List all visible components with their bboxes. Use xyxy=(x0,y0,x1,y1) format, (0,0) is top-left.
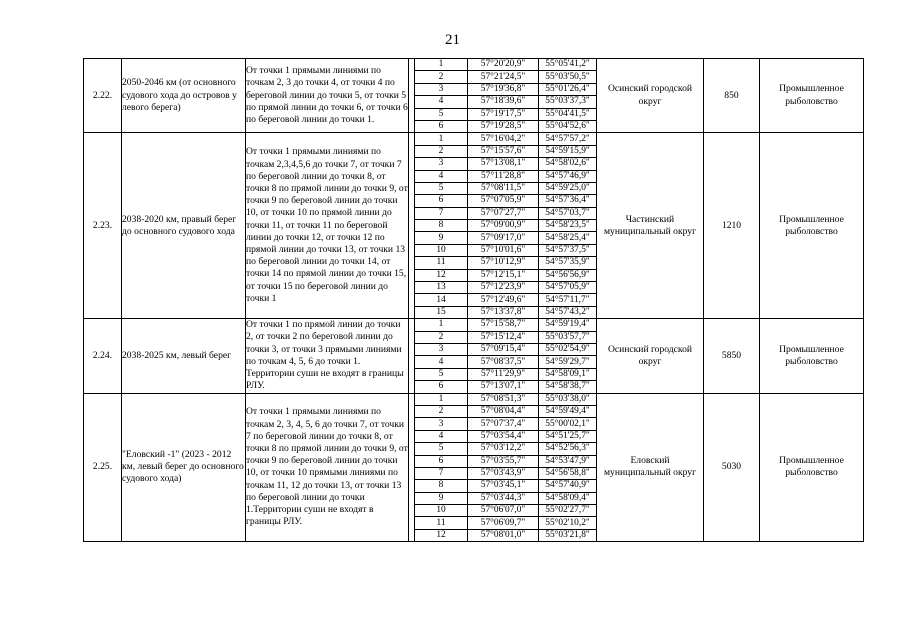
longitude: 54°58'25,4" xyxy=(539,232,597,244)
longitude: 54°57'11,7" xyxy=(539,294,597,306)
latitude: 57°15'12,4" xyxy=(468,331,539,343)
coordinate-row xyxy=(415,108,596,120)
point-number: 5 xyxy=(415,443,468,455)
latitude: 57°13'07,1" xyxy=(468,381,539,393)
table-row xyxy=(84,319,864,393)
latitude: 57°06'07,0" xyxy=(468,505,539,517)
longitude: 55°01'26,4" xyxy=(539,83,597,95)
coordinate-row xyxy=(415,418,596,430)
point-number: 2 xyxy=(415,71,468,83)
longitude: 55°02'54,9" xyxy=(539,343,597,355)
point-number: 11 xyxy=(415,517,468,529)
coordinate-row xyxy=(415,480,596,492)
longitude: 54°59'25,0" xyxy=(539,182,597,194)
coordinate-row xyxy=(415,368,596,380)
coordinate-row xyxy=(415,158,596,170)
longitude: 54°58'23,5" xyxy=(539,220,597,232)
point-number: 12 xyxy=(415,269,468,281)
longitude: 54°57'37,5" xyxy=(539,244,597,256)
point-number: 15 xyxy=(415,306,468,318)
latitude: 57°20'20,9" xyxy=(468,59,539,71)
point-number: 9 xyxy=(415,492,468,504)
boundary-description: От точки 1 по прямой линии до точки 2, от точки 2 по береговой линии до точки 3, от точки 3 прямыми линиями по точкам 4, 5, 6 до точки 1. Территории суши не входят в границы РЛУ. xyxy=(246,319,409,393)
coordinate-row xyxy=(415,232,596,244)
latitude: 57°08'04,4" xyxy=(468,405,539,417)
coordinates-table xyxy=(415,133,596,318)
coordinate-row xyxy=(415,517,596,529)
longitude: 54°57'35,9" xyxy=(539,257,597,269)
coordinate-row xyxy=(415,220,596,232)
latitude: 57°09'15,4" xyxy=(468,343,539,355)
area-location: 2038-2020 км, правый берег до основного судового хода xyxy=(122,133,246,319)
coordinate-row xyxy=(415,83,596,95)
coordinates-cell xyxy=(415,59,597,133)
usage-type: Промышленное рыболовство xyxy=(760,59,864,133)
coordinate-row xyxy=(415,282,596,294)
usage-type: Промышленное рыболовство xyxy=(760,319,864,393)
point-number: 1 xyxy=(415,319,468,331)
latitude: 57°07'37,4" xyxy=(468,418,539,430)
coordinates-table xyxy=(415,394,596,542)
latitude: 57°08'11,5" xyxy=(468,182,539,194)
longitude: 54°58'09,1" xyxy=(539,368,597,380)
latitude: 57°07'05,9" xyxy=(468,195,539,207)
latitude: 57°03'54,4" xyxy=(468,430,539,442)
longitude: 54°57'43,2" xyxy=(539,306,597,318)
coordinate-row xyxy=(415,455,596,467)
latitude: 57°03'45,1" xyxy=(468,480,539,492)
latitude: 57°03'55,7" xyxy=(468,455,539,467)
longitude: 55°05'41,2" xyxy=(539,59,597,71)
longitude: 55°04'41,5" xyxy=(539,108,597,120)
coordinate-row xyxy=(415,71,596,83)
point-number: 12 xyxy=(415,529,468,541)
municipal-district: Частинский муниципальный округ xyxy=(597,133,704,319)
longitude: 54°59'49,4" xyxy=(539,405,597,417)
longitude: 54°52'56,3" xyxy=(539,443,597,455)
area-hectares: 5030 xyxy=(704,393,760,542)
point-number: 5 xyxy=(415,108,468,120)
latitude: 57°19'28,5" xyxy=(468,120,539,132)
point-number: 2 xyxy=(415,145,468,157)
longitude: 54°56'58,8" xyxy=(539,467,597,479)
table-body xyxy=(84,59,864,542)
point-number: 5 xyxy=(415,182,468,194)
coordinate-row xyxy=(415,96,596,108)
point-number: 8 xyxy=(415,220,468,232)
area-hectares: 1210 xyxy=(704,133,760,319)
coordinates-cell xyxy=(415,133,597,319)
municipal-district: Осинский городской округ xyxy=(597,59,704,133)
latitude: 57°19'17,5" xyxy=(468,108,539,120)
point-number: 3 xyxy=(415,418,468,430)
latitude: 57°13'08,1" xyxy=(468,158,539,170)
latitude: 57°06'09,7" xyxy=(468,517,539,529)
coordinate-row xyxy=(415,343,596,355)
table-row xyxy=(84,133,864,319)
latitude: 57°13'37,8" xyxy=(468,306,539,318)
longitude: 54°59'15,9" xyxy=(539,145,597,157)
longitude: 55°03'57,7" xyxy=(539,331,597,343)
point-number: 7 xyxy=(415,207,468,219)
row-number: 2.23. xyxy=(84,133,122,319)
latitude: 57°03'43,9" xyxy=(468,467,539,479)
coordinates-table xyxy=(415,59,596,132)
longitude: 54°58'38,7" xyxy=(539,381,597,393)
latitude: 57°03'12,2" xyxy=(468,443,539,455)
point-number: 5 xyxy=(415,368,468,380)
point-number: 7 xyxy=(415,467,468,479)
latitude: 57°15'57,6" xyxy=(468,145,539,157)
fishing-areas-table xyxy=(83,58,864,542)
table-row xyxy=(84,59,864,133)
coordinate-row xyxy=(415,170,596,182)
latitude: 57°10'01,6" xyxy=(468,244,539,256)
page-number: 21 xyxy=(445,32,460,48)
latitude: 57°21'24,5" xyxy=(468,71,539,83)
longitude: 55°00'02,1" xyxy=(539,418,597,430)
latitude: 57°18'39,6" xyxy=(468,96,539,108)
point-number: 6 xyxy=(415,381,468,393)
boundary-description: От точки 1 прямыми линиями по точкам 2,3,4,5,6 до точки 7, от точки 7 по береговой линии до точки 8, от точки 8 по прямой линии до точки 9, от точки 9 по береговой линии до точки 10, от точки 10 по прямой линии до точки 11, от точки 11 по береговой линии до точки 12, от точки 12 по прямой линии до точки 13, от точки 13 по береговой линии до точки 14, от точки 14 по прямой линии до точки 15, от точки 15 по береговой линии до точки 1 xyxy=(246,133,409,319)
point-number: 4 xyxy=(415,356,468,368)
coordinates-cell xyxy=(415,393,597,542)
coordinate-row xyxy=(415,269,596,281)
coordinate-row xyxy=(415,207,596,219)
latitude: 57°10'12,9" xyxy=(468,257,539,269)
point-number: 6 xyxy=(415,455,468,467)
longitude: 55°04'52,6" xyxy=(539,120,597,132)
longitude: 54°58'02,6" xyxy=(539,158,597,170)
area-hectares: 850 xyxy=(704,59,760,133)
municipal-district: Осинский городской округ xyxy=(597,319,704,393)
longitude: 55°03'50,5" xyxy=(539,71,597,83)
latitude: 57°08'01,0" xyxy=(468,529,539,541)
point-number: 10 xyxy=(415,244,468,256)
point-number: 4 xyxy=(415,170,468,182)
coordinate-row xyxy=(415,505,596,517)
coordinate-row xyxy=(415,182,596,194)
coordinate-row xyxy=(415,356,596,368)
coordinate-row xyxy=(415,244,596,256)
longitude: 55°02'27,7" xyxy=(539,505,597,517)
coordinate-row xyxy=(415,381,596,393)
latitude: 57°07'27,7" xyxy=(468,207,539,219)
latitude: 57°11'29,9" xyxy=(468,368,539,380)
latitude: 57°19'36,8" xyxy=(468,83,539,95)
point-number: 3 xyxy=(415,158,468,170)
latitude: 57°09'17,0" xyxy=(468,232,539,244)
municipal-district: Еловский муниципальный округ xyxy=(597,393,704,542)
point-number: 1 xyxy=(415,394,468,406)
usage-type: Промышленное рыболовство xyxy=(760,133,864,319)
point-number: 10 xyxy=(415,505,468,517)
latitude: 57°08'37,5" xyxy=(468,356,539,368)
point-number: 8 xyxy=(415,480,468,492)
coordinate-row xyxy=(415,59,596,71)
point-number: 4 xyxy=(415,430,468,442)
point-number: 2 xyxy=(415,405,468,417)
coordinate-row xyxy=(415,306,596,318)
row-number: 2.22. xyxy=(84,59,122,133)
point-number: 3 xyxy=(415,83,468,95)
point-number: 6 xyxy=(415,195,468,207)
longitude: 54°58'09,4" xyxy=(539,492,597,504)
latitude: 57°11'28,8" xyxy=(468,170,539,182)
coordinate-row xyxy=(415,294,596,306)
point-number: 1 xyxy=(415,133,468,145)
row-number: 2.25. xyxy=(84,393,122,542)
latitude: 57°12'49,6" xyxy=(468,294,539,306)
coordinate-row xyxy=(415,257,596,269)
coordinate-row xyxy=(415,529,596,541)
area-location: 2050-2046 км (от основного судового хода до островов у левого берега) xyxy=(122,59,246,133)
coordinate-row xyxy=(415,443,596,455)
boundary-description: От точки 1 прямыми линиями по точкам 2, 3, 4, 5, 6 до точки 7, от точки 7 по береговой линии до точки 8, от точки 8 по прямой линии до точки 9, от точки 9 по береговой линии до точки 10, от точки 10 прямыми линиями по точкам 11, 12 до точки 13, от точки 13 по береговой линии до точки 1.Территории суши не входят в границы РЛУ. xyxy=(246,393,409,542)
coordinate-row xyxy=(415,120,596,132)
point-number: 2 xyxy=(415,331,468,343)
coordinate-row xyxy=(415,319,596,331)
row-number: 2.24. xyxy=(84,319,122,393)
area-hectares: 5850 xyxy=(704,319,760,393)
latitude: 57°12'23,9" xyxy=(468,282,539,294)
latitude: 57°12'15,1" xyxy=(468,269,539,281)
coordinates-cell xyxy=(415,319,597,393)
area-location: 2038-2025 км, левый берег xyxy=(122,319,246,393)
coordinate-row xyxy=(415,133,596,145)
point-number: 14 xyxy=(415,294,468,306)
point-number: 9 xyxy=(415,232,468,244)
area-location: "Еловский -1" (2023 - 2012 км, левый берег до основного судового хода) xyxy=(122,393,246,542)
point-number: 4 xyxy=(415,96,468,108)
longitude: 54°57'46,9" xyxy=(539,170,597,182)
point-number: 11 xyxy=(415,257,468,269)
longitude: 54°59'19,4" xyxy=(539,319,597,331)
latitude: 57°08'51,3" xyxy=(468,394,539,406)
point-number: 1 xyxy=(415,59,468,71)
coordinate-row xyxy=(415,331,596,343)
longitude: 54°57'36,4" xyxy=(539,195,597,207)
longitude: 55°02'10,2" xyxy=(539,517,597,529)
boundary-description: От точки 1 прямыми линиями по точкам 2, 3 до точки 4, от точки 4 по береговой линии до точки 5, от точки 5 по прямой линии до точки 6, от точки 6 по береговой линии до точки 1. xyxy=(246,59,409,133)
longitude: 54°53'47,9" xyxy=(539,455,597,467)
longitude: 54°57'57,2" xyxy=(539,133,597,145)
longitude: 55°03'37,3" xyxy=(539,96,597,108)
longitude: 55°03'38,0" xyxy=(539,394,597,406)
coordinate-row xyxy=(415,467,596,479)
usage-type: Промышленное рыболовство xyxy=(760,393,864,542)
coordinate-row xyxy=(415,195,596,207)
longitude: 55°03'21,8" xyxy=(539,529,597,541)
longitude: 54°56'56,9" xyxy=(539,269,597,281)
coordinate-row xyxy=(415,394,596,406)
longitude: 54°51'25,7" xyxy=(539,430,597,442)
coordinate-row xyxy=(415,430,596,442)
latitude: 57°09'00,9" xyxy=(468,220,539,232)
longitude: 54°57'40,9" xyxy=(539,480,597,492)
longitude: 54°59'29,7" xyxy=(539,356,597,368)
point-number: 13 xyxy=(415,282,468,294)
coordinates-table xyxy=(415,319,596,392)
table-row xyxy=(84,393,864,542)
coordinate-row xyxy=(415,145,596,157)
coordinate-row xyxy=(415,405,596,417)
latitude: 57°16'04,2" xyxy=(468,133,539,145)
point-number: 6 xyxy=(415,120,468,132)
longitude: 54°57'03,7" xyxy=(539,207,597,219)
point-number: 3 xyxy=(415,343,468,355)
coordinate-row xyxy=(415,492,596,504)
latitude: 57°03'44,3" xyxy=(468,492,539,504)
latitude: 57°15'58,7" xyxy=(468,319,539,331)
longitude: 54°57'05,9" xyxy=(539,282,597,294)
